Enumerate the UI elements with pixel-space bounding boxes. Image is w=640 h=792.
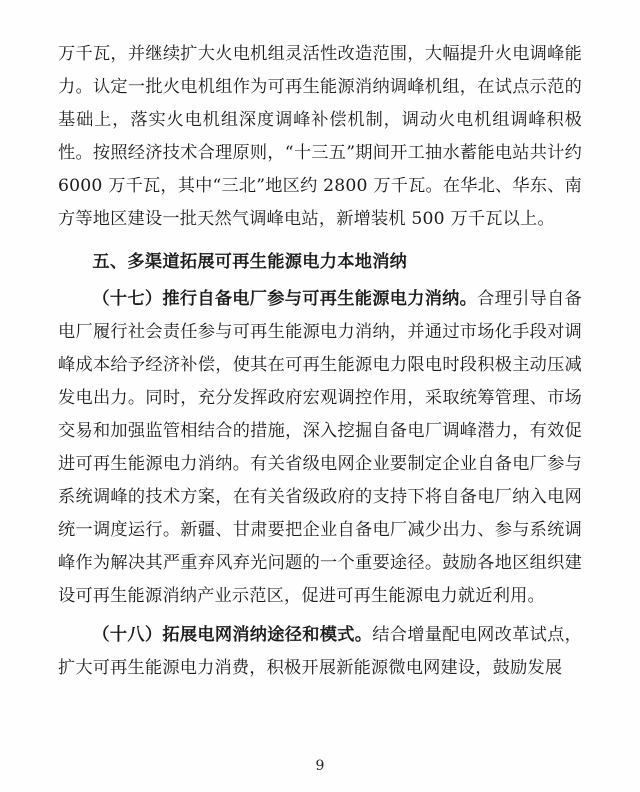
paragraph-item-seventeen: [58, 283, 582, 613]
paragraph-item-seventeen-text: 合理引导自备电厂履行社会责任参与可再生能源电力消纳，并通过市场化手段对调峰成本给予经济补偿，使其在可再生能源电力限电时段积极主动压减发电出力。同时，充分发挥政府宏观调控作用，采取统筹管理、市场交易和加强监管相结合的措施，深入挖掘自备电厂调峰潜力，有效促进可再生能源电力消纳。有关省级电网企业要制定企业自备电厂参与系统调峰的技术方案，在有关省级政府的支持下将自备电厂纳入电网统一调度运行。新疆、甘肃要把企业自备电厂减少出力、参与系统调峰作为解决其严重弃风弃光问题的一个重要途径。鼓励各地区组织建设可再生能源消纳产业示范区，促进可再生能源电力就近利用。: [58, 289, 583, 607]
page-number: 9: [315, 758, 325, 774]
paragraph-item-eighteen-lead: （十八）拓展电网消纳途径和模式。: [92, 625, 373, 646]
paragraph-item-eighteen-text: 结合增量配电网改革试点，扩大可再生能源电力消费，积极开展新能源微电网建设，鼓励发展: [58, 625, 583, 679]
document-body: [58, 38, 582, 685]
paragraph-continued-peak-regulation: 万千瓦，并继续扩大火电机组灵活性改造范围，大幅提升火电调峰能力。认定一批火电机组作为可再生能源消纳调峰机组，在试点示范的基础上，落实火电机组深度调峰补偿机制，调动火电机组调峰积极性。按照经济技术合理原则，“十三五”期间开工抽水蓄能电站共计约 6000 万千瓦，其中“三北”地区约 2800 万千瓦。在华北、华东、南方等地区建设一批天然气调峰电站，新增装机 500 万千瓦以上。: [58, 44, 582, 230]
paragraph-item-eighteen: [58, 619, 582, 685]
paragraph-item-seventeen-lead: （十七）推行自备电厂参与可再生能源电力消纳。: [92, 289, 478, 310]
section-heading-five: 五、多渠道拓展可再生能源电力本地消纳: [92, 252, 408, 273]
